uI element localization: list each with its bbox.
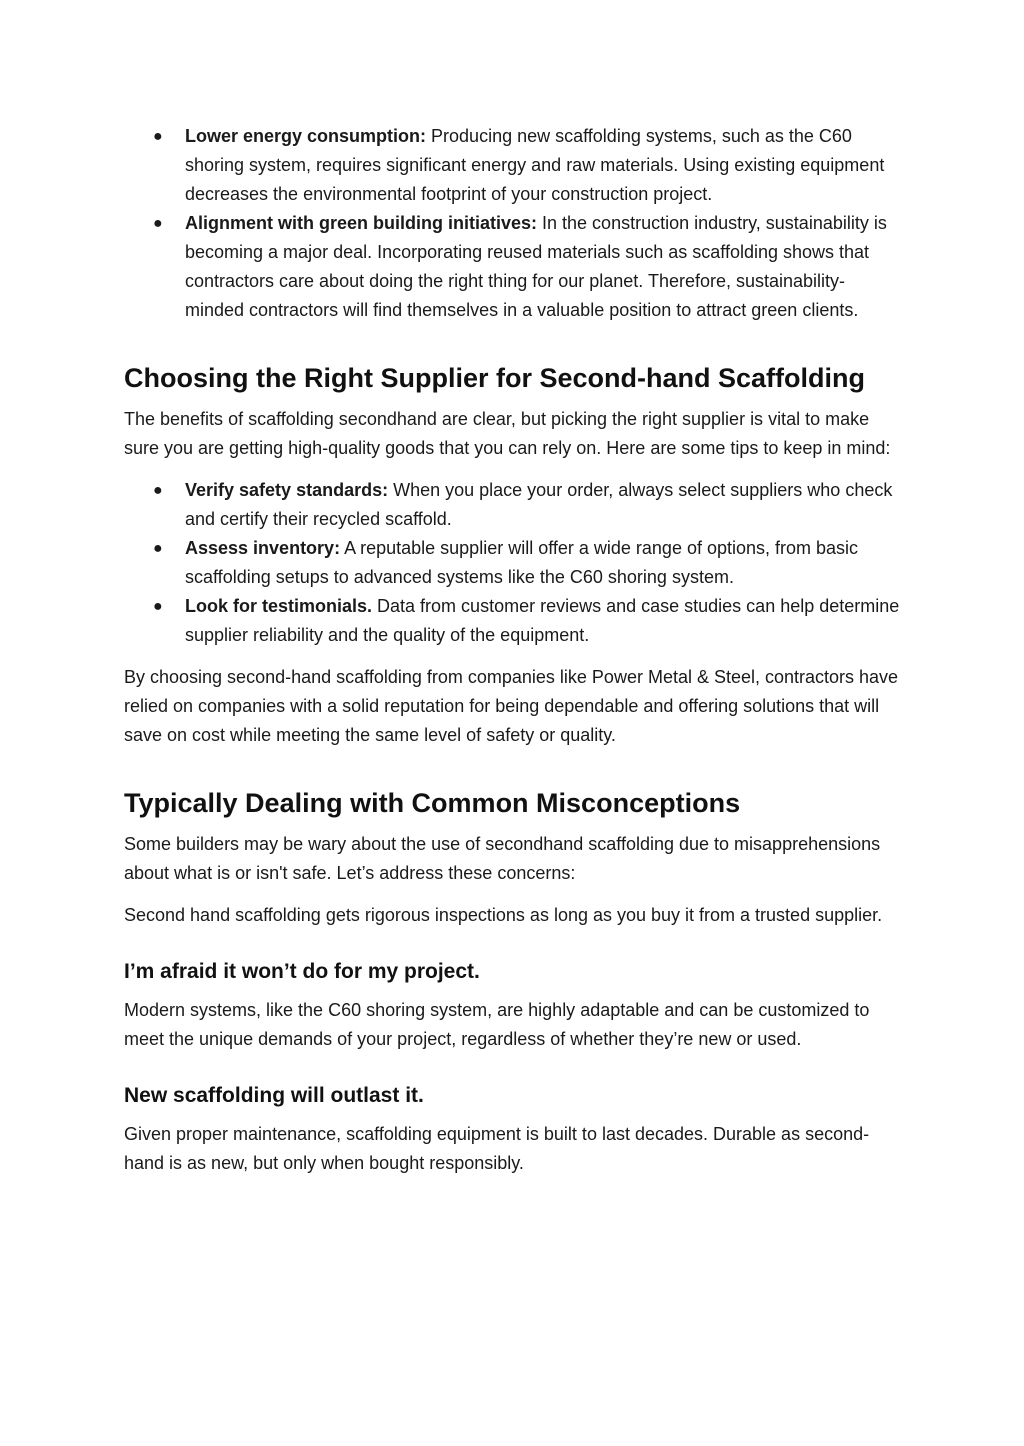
supplier-intro-paragraph: The benefits of scaffolding secondhand are clear, but picking the right supplier is vital to make sure you are getting high-quality goods that you can rely on. Here are some tips to keep in mind: (124, 409, 891, 458)
list-item-text: Producing new scaffolding systems, such as the C60 shoring system, requires significant energy and raw materials. Using existing equipment decreases the environmental footprint of your construction project. (185, 126, 885, 204)
list-item (124, 534, 902, 592)
misconceptions-intro-paragraph: Some builders may be wary about the use of secondhand scaffolding due to misapprehensions about what is or isn't safe. Let’s address these concerns: (124, 834, 881, 883)
bullet-icon: ● (153, 540, 163, 557)
list-item-text: In the construction industry, sustainability is becoming a major deal. Incorporating reused materials such as scaffolding shows that contractors care about doing the right thing for our planet. Therefore, sustainability-minded contractors will find themselves in a valuable position to attract green clients. (185, 213, 887, 320)
supplier-tips-list (124, 476, 902, 650)
list-item-text: A reputable supplier will offer a wide range of options, from basic scaffolding setups to advanced systems like the C60 shoring system. (185, 538, 859, 587)
bullet-icon: ● (153, 128, 163, 145)
section-heading-supplier: Choosing the Right Supplier for Second-hand Scaffolding (124, 363, 865, 393)
list-item-lead: Lower energy consumption: (185, 126, 427, 146)
bullet-icon: ● (153, 215, 163, 232)
benefits-list (124, 122, 902, 325)
bullet-icon: ● (153, 482, 163, 499)
list-item (124, 592, 902, 650)
list-item-lead: Alignment with green building initiatives: (185, 213, 538, 233)
list-item (124, 122, 902, 209)
list-item-lead: Look for testimonials. (185, 596, 373, 616)
list-item-text: When you place your order, always select suppliers who check and certify their recycled scaffold. (185, 480, 893, 529)
subheading-durability: New scaffolding will outlast it. (124, 1084, 424, 1107)
durability-paragraph: Given proper maintenance, scaffolding equipment is built to last decades. Durable as second-hand is as new, but only when bought responsibly. (124, 1124, 870, 1173)
project-fit-paragraph: Modern systems, like the C60 shoring system, are highly adaptable and can be customized to meet the unique demands of your project, regardless of whether they’re new or used. (124, 1000, 870, 1049)
bullet-icon: ● (153, 598, 163, 615)
document-page (124, 122, 902, 1191)
list-item (124, 476, 902, 534)
supplier-closing-paragraph: By choosing second-hand scaffolding from companies like Power Metal & Steel, contractors have relied on companies with a solid reputation for being dependable and offering solutions that will save on cost while meeting the same level of safety or quality. (124, 667, 899, 745)
section-heading-misconceptions: Typically Dealing with Common Misconceptions (124, 788, 741, 818)
list-item-lead: Verify safety standards: (185, 480, 389, 500)
list-item-lead: Assess inventory: (185, 538, 341, 558)
list-item-text: Data from customer reviews and case studies can help determine supplier reliability and the quality of the equipment. (185, 596, 900, 645)
misconceptions-note-paragraph: Second hand scaffolding gets rigorous inspections as long as you buy it from a trusted supplier. (124, 905, 883, 925)
subheading-project-fit: I’m afraid it won’t do for my project. (124, 960, 480, 983)
list-item (124, 209, 902, 325)
